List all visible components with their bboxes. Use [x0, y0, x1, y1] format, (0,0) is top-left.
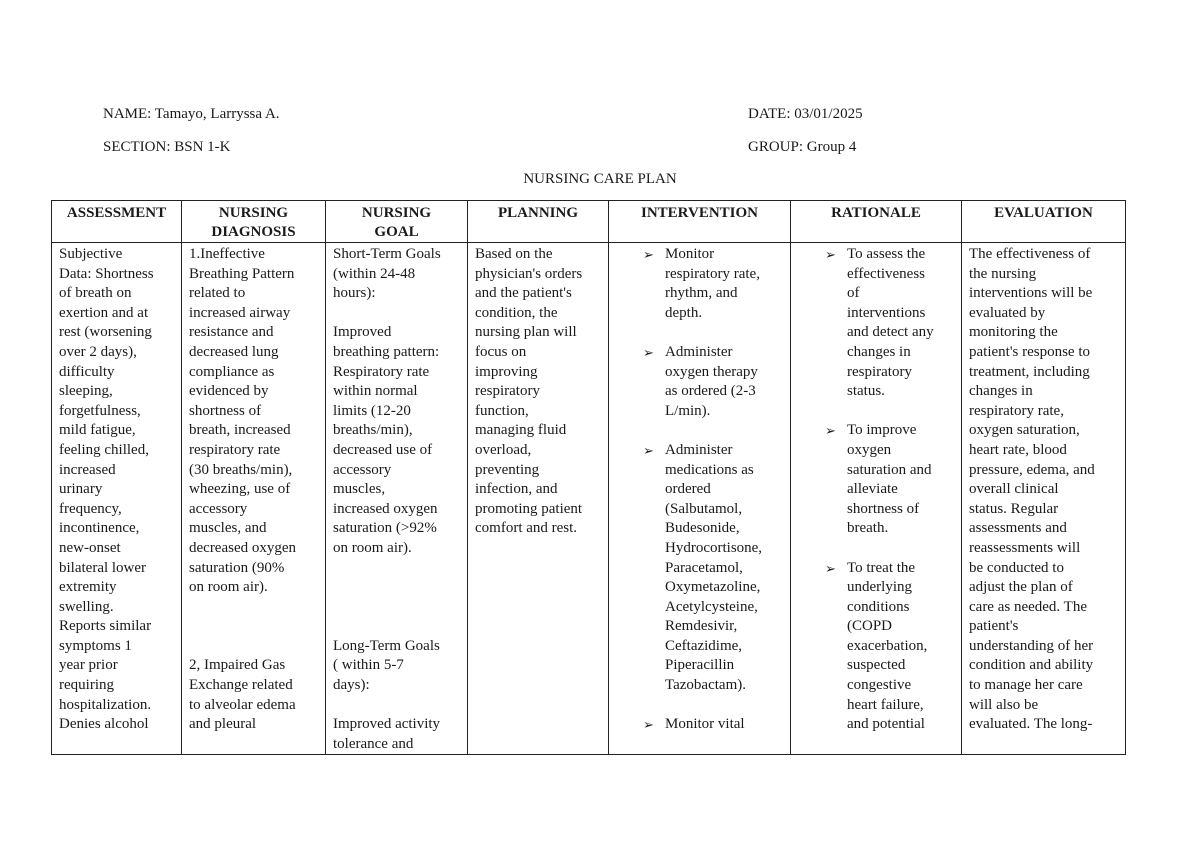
col-header-nursing-goal: NURSING GOAL [326, 201, 468, 243]
diagnosis-1-text: 1.Ineffective Breathing Pattern related to increased airway resistance and decreased lung compliance as evidenced by shortness of breath, increased respiratory rate (30 breaths/min), wheezing, use of accessory muscles, and decreased oxygen saturation (90% on room air). [189, 246, 297, 596]
intervention-text: Administer oxygen therapy as ordered (2-3 L/min). [665, 343, 758, 419]
planning-cell [468, 243, 609, 755]
intervention-list [639, 245, 784, 735]
col-header-rationale: RATIONALE [791, 201, 962, 243]
short-term-goals-heading: Short-Term Goals (within 24-48 hours): [333, 246, 441, 302]
table-row [52, 243, 1126, 755]
col-header-assessment: ASSESSMENT [52, 201, 182, 243]
header-row [52, 201, 1126, 243]
rationale-cell [791, 243, 962, 755]
arrow-bullet-icon: ➢ [643, 717, 654, 733]
list-item [639, 343, 784, 421]
list-item [639, 715, 784, 735]
evaluation-cell [962, 243, 1126, 755]
assessment-cell [52, 243, 182, 755]
goal-cell [326, 243, 468, 755]
rationale-text: To treat the underlying conditions (COPD exacerbation, suspected congestive heart failure, and potential [847, 559, 928, 733]
col-header-nursing-diagnosis: NURSING DIAGNOSIS [182, 201, 326, 243]
long-term-goals-text: Improved activity tolerance and [333, 716, 441, 752]
arrow-bullet-icon: ➢ [643, 344, 654, 360]
diagnosis-cell [182, 243, 326, 755]
document-title: NURSING CARE PLAN [523, 171, 677, 187]
list-item [821, 245, 955, 402]
short-term-goals-text: Improved breathing pattern: Respiratory rate within normal limits (12-20 breaths/min), decreased use of accessory muscles, increased oxygen saturation (>92% on room air). [333, 324, 440, 556]
diagnosis-2-text: 2, Impaired Gas Exchange related to alveolar edema and pleural [189, 657, 296, 733]
student-name: NAME: Tamayo, Larryssa A. [103, 106, 280, 122]
arrow-bullet-icon: ➢ [825, 560, 836, 576]
list-item [639, 245, 784, 323]
assessment-text: Subjective Data: Shortness of breath on exertion and at rest (worsening over 2 days), difficulty sleeping, forgetfulness, mild fatigue, feeling chilled, increased urinary frequency, incontinence, new-onset bilateral lower extremity swelling. Reports similar symptoms 1 year prior requiring hospitalization. Denies alcohol [59, 246, 154, 733]
rationale-text: To assess the effectiveness of interventions and detect any changes in respiratory status. [847, 246, 934, 400]
list-item [639, 441, 784, 696]
date: DATE: 03/01/2025 [748, 106, 863, 122]
list-item [821, 421, 955, 539]
arrow-bullet-icon: ➢ [643, 442, 654, 458]
list-item [821, 559, 955, 735]
rationale-text: To improve oxygen saturation and alleviate shortness of breath. [847, 422, 932, 537]
intervention-text: Administer medications as ordered (Salbutamol, Budesonide, Hydrocortisone, Paracetamol, Oxymetazoline, Acetylcysteine, Remdesivir, Ceftazidime, Piperacillin Tazobactam). [665, 441, 763, 694]
care-plan-table [51, 200, 1126, 755]
long-term-goals-heading: Long-Term Goals ( within 5-7 days): [333, 637, 440, 694]
group: GROUP: Group 4 [748, 139, 857, 155]
section: SECTION: BSN 1-K [103, 139, 231, 155]
arrow-bullet-icon: ➢ [643, 247, 654, 262]
col-header-planning: PLANNING [468, 201, 609, 243]
col-header-intervention: INTERVENTION [609, 201, 791, 243]
arrow-bullet-icon: ➢ [825, 247, 836, 262]
rationale-list [821, 245, 955, 735]
intervention-cell [609, 243, 791, 755]
evaluation-text: The effectiveness of the nursing interventions will be evaluated by monitoring the patient's response to treatment, including changes in respiratory rate, oxygen saturation, heart rate, blood pressure, edema, and overall clinical status. Regular assessments and reassessments will be conducted to adjust the plan of care as needed. The patient's understanding of her condition and ability to manage her care will also be evaluated. The long- [969, 246, 1095, 733]
intervention-text: Monitor respiratory rate, rhythm, and depth. [665, 246, 760, 321]
arrow-bullet-icon: ➢ [825, 423, 836, 439]
col-header-evaluation: EVALUATION [962, 201, 1126, 243]
planning-text: Based on the physician's orders and the patient's condition, the nursing plan will focus on improving respiratory function, managing fluid overload, preventing infection, and promoting patient comfort and rest. [475, 246, 583, 537]
intervention-text: Monitor vital [665, 716, 745, 733]
